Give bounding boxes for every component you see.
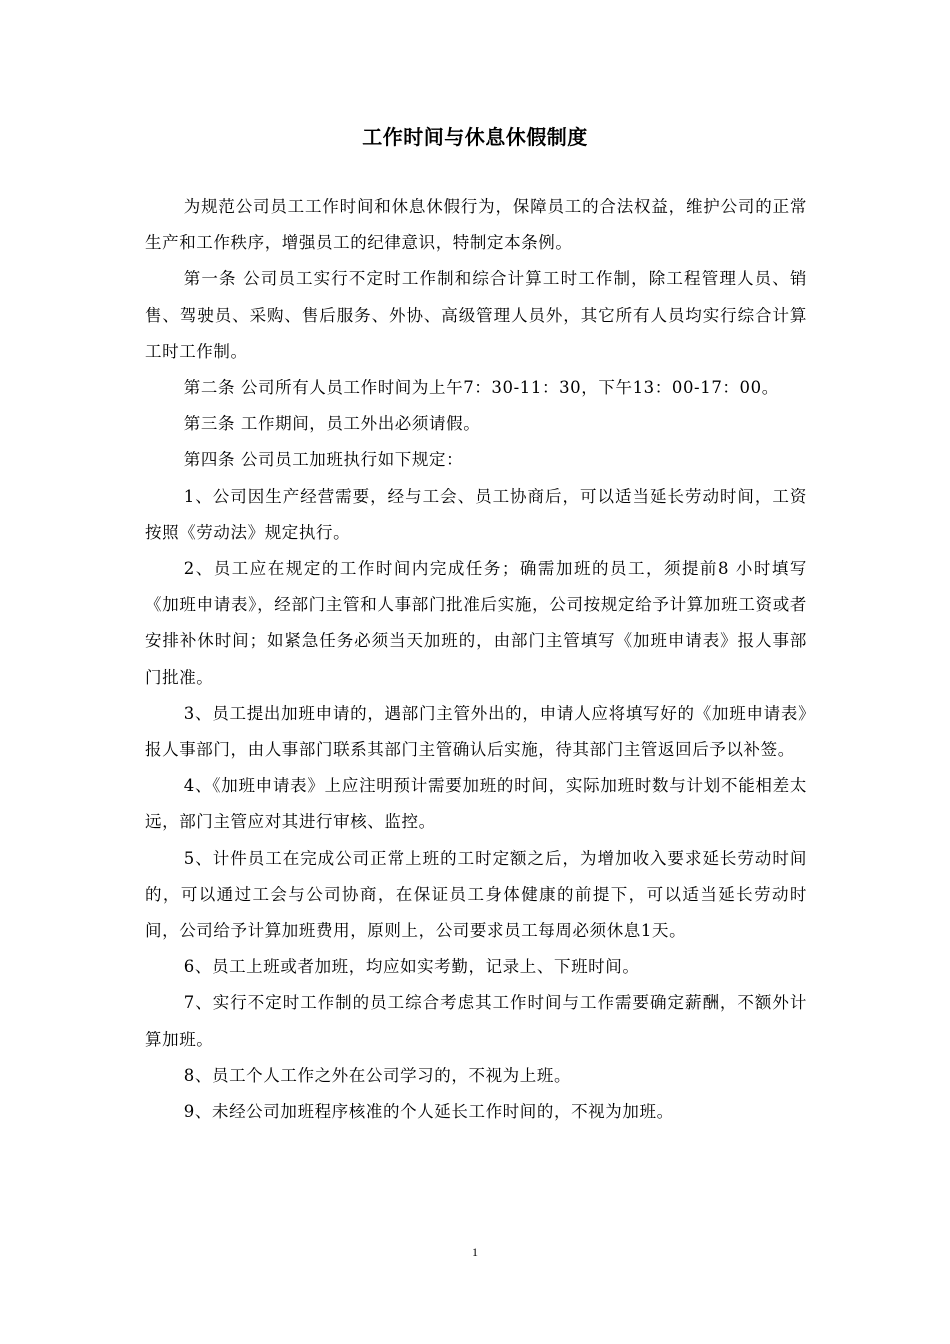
document-title: 工作时间与休息休假制度 (362, 125, 588, 149)
document-body (145, 189, 807, 1130)
paragraph-item-5: 5、计件员工在完成公司正常上班的工时定额之后，为增加收入要求延长劳动时间的，可以通过工会与公司协商，在保证员工身体健康的前提下，可以适当延长劳动时间，公司给予计算加班费用，原则上，公司要求员工每周必须休息1天。 (145, 848, 807, 941)
paragraph-item-2: 2、员工应在规定的工作时间内完成任务；确需加班的员工，须提前8 小时填写《加班申请表》，经部门主管和人事部门批准后实施，公司按规定给予计算加班工资或者安排补休时间；如紧急任务必须当天加班的，由部门主管填写《加班申请表》报人事部门批准。 (145, 559, 807, 687)
paragraph-item-9: 9、未经公司加班程序核准的个人延长工作时间的，不视为加班。 (183, 1102, 674, 1122)
paragraph-article-3: 第三条 工作期间，员工外出必须请假。 (183, 414, 481, 434)
paragraph-item-3: 3、员工提出加班申请的，遇部门主管外出的，申请人应将填写好的《加班申请表》报人事部门，由人事部门联系其部门主管确认后实施，待其部门主管返回后予以补签。 (145, 703, 807, 760)
page-number: 1 (472, 1245, 478, 1259)
paragraph-article-2: 第二条 公司所有人员工作时间为上午7：30-11：30，下午13：00-17：00。 (183, 378, 779, 398)
paragraph-item-1: 1、公司因生产经营需要，经与工会、员工协商后，可以适当延长劳动时间，工资按照《劳动法》规定执行。 (145, 486, 807, 542)
paragraph-article-4: 第四条 公司员工加班执行如下规定： (183, 450, 464, 470)
paragraph-article-1: 第一条 公司员工实行不定时工作制和综合计算工时工作制，除工程管理人员、销售、驾驶员、采购、售后服务、外协、高级管理人员外，其它所有人员均实行综合计算工时工作制。 (145, 269, 807, 361)
paragraph-item-7: 7、实行不定时工作制的员工综合考虑其工作时间与工作需要确定薪酬，不额外计算加班。 (145, 993, 807, 1049)
paragraph-intro: 为规范公司员工工作时间和休息休假行为，保障员工的合法权益，维护公司的正常生产和工作秩序，增强员工的纪律意识，特制定本条例。 (145, 197, 807, 253)
paragraph-item-8: 8、员工个人工作之外在公司学习的，不视为上班。 (183, 1065, 572, 1085)
paragraph-item-6: 6、员工上班或者加班，均应如实考勤，记录上、下班时间。 (183, 957, 640, 977)
paragraph-item-4: 4、《加班申请表》上应注明预计需要加班的时间，实际加班时数与计划不能相差太远，部门主管应对其进行审核、监控。 (145, 776, 807, 832)
